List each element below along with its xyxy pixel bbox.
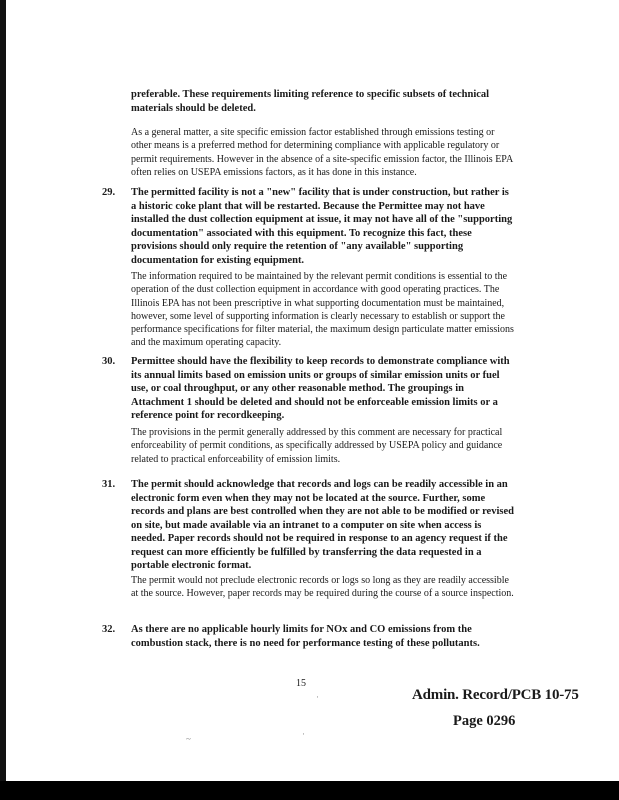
item-31-comment: The permit should acknowledge that records and logs can be readily accessible in an electronic form even when they may not be located at the source. Further, some records and plans are best controlled when they are not able to be modified or revised on site, but made available via an intranet to a computer on site when access is needed. Paper records should not be required in response to an agency request if the request can more efficiently be fulfilled by transferring the data requested in a portable electronic format.	[131, 479, 514, 571]
item-32-comment: As there are no applicable hourly limits for NOx and CO emissions from the combustion stack, there is no need for performance testing of these pollutants.	[131, 624, 480, 649]
page-number: 15	[296, 678, 306, 689]
item-number-32: 32.	[102, 624, 116, 635]
continuation-response: As a general matter, a site specific emission factor established through emissions testing or other means is a preferred method for determining compliance with applicable regulatory or permit requirements. However in the absence of a site-specific emission factor, the Illinois EPA often relies on USEPA emissions factors, as it has done in this instance.	[131, 127, 513, 178]
admin-record-stamp: Admin. Record/PCB 10-75	[412, 687, 579, 703]
scan-left-edge	[0, 0, 6, 781]
continuation-comment: preferable. These requirements limiting reference to specific subsets of technical materials should be deleted.	[131, 89, 490, 114]
item-29-response: The information required to be maintained by the relevant permit conditions is essential to the operation of the dust collection equipment in accordance with good operating practices. The Illinois EPA has not been prescriptive in what supporting documentation must be maintained, however, some level of supporting information is clearly necessary to establish or support the performance specifications for filter material, the maximum design particulate matter emissions and the maximum operating capacity.	[131, 271, 514, 349]
item-29-comment: The permitted facility is not a "new" facility that is under construction, but rather is a historic coke plant that will be restarted. Because the Permittee may not have installed the dust collection equipment at issue, it may not have all of the "supporting documentation" associated with this equipment. To recognize this fact, these provisions should only require the retention of "any available" supporting documentation for existing equipment.	[131, 187, 513, 266]
scan-bottom-bar	[0, 781, 619, 800]
item-30-response: The provisions in the permit generally addressed by this comment are necessary for practical enforceability of permit conditions, as specifically addressed by USEPA policy and guidance related to practical enforceability of emission limits.	[131, 427, 503, 465]
scan-speck: ·	[316, 692, 319, 702]
page-label-stamp: Page 0296	[453, 713, 516, 729]
item-number-31: 31.	[102, 479, 116, 490]
scan-speck: ~	[186, 734, 191, 744]
item-number-29: 29.	[102, 187, 116, 198]
item-31-response: The permit would not preclude electronic records or logs so long as they are readily accessible at the source. However, paper records may be required during the course of a source inspection.	[131, 575, 514, 600]
scan-speck: ·	[302, 729, 305, 739]
item-30-comment: Permittee should have the flexibility to keep records to demonstrate compliance with its annual limits based on emission units or groups of similar emission units or fuel use, or coal throughput, or any other reasonable method. The groupings in Attachment 1 should be deleted and should not be enforceable emission limits or a reference point for recordkeeping.	[131, 356, 510, 421]
item-number-30: 30.	[102, 356, 116, 367]
